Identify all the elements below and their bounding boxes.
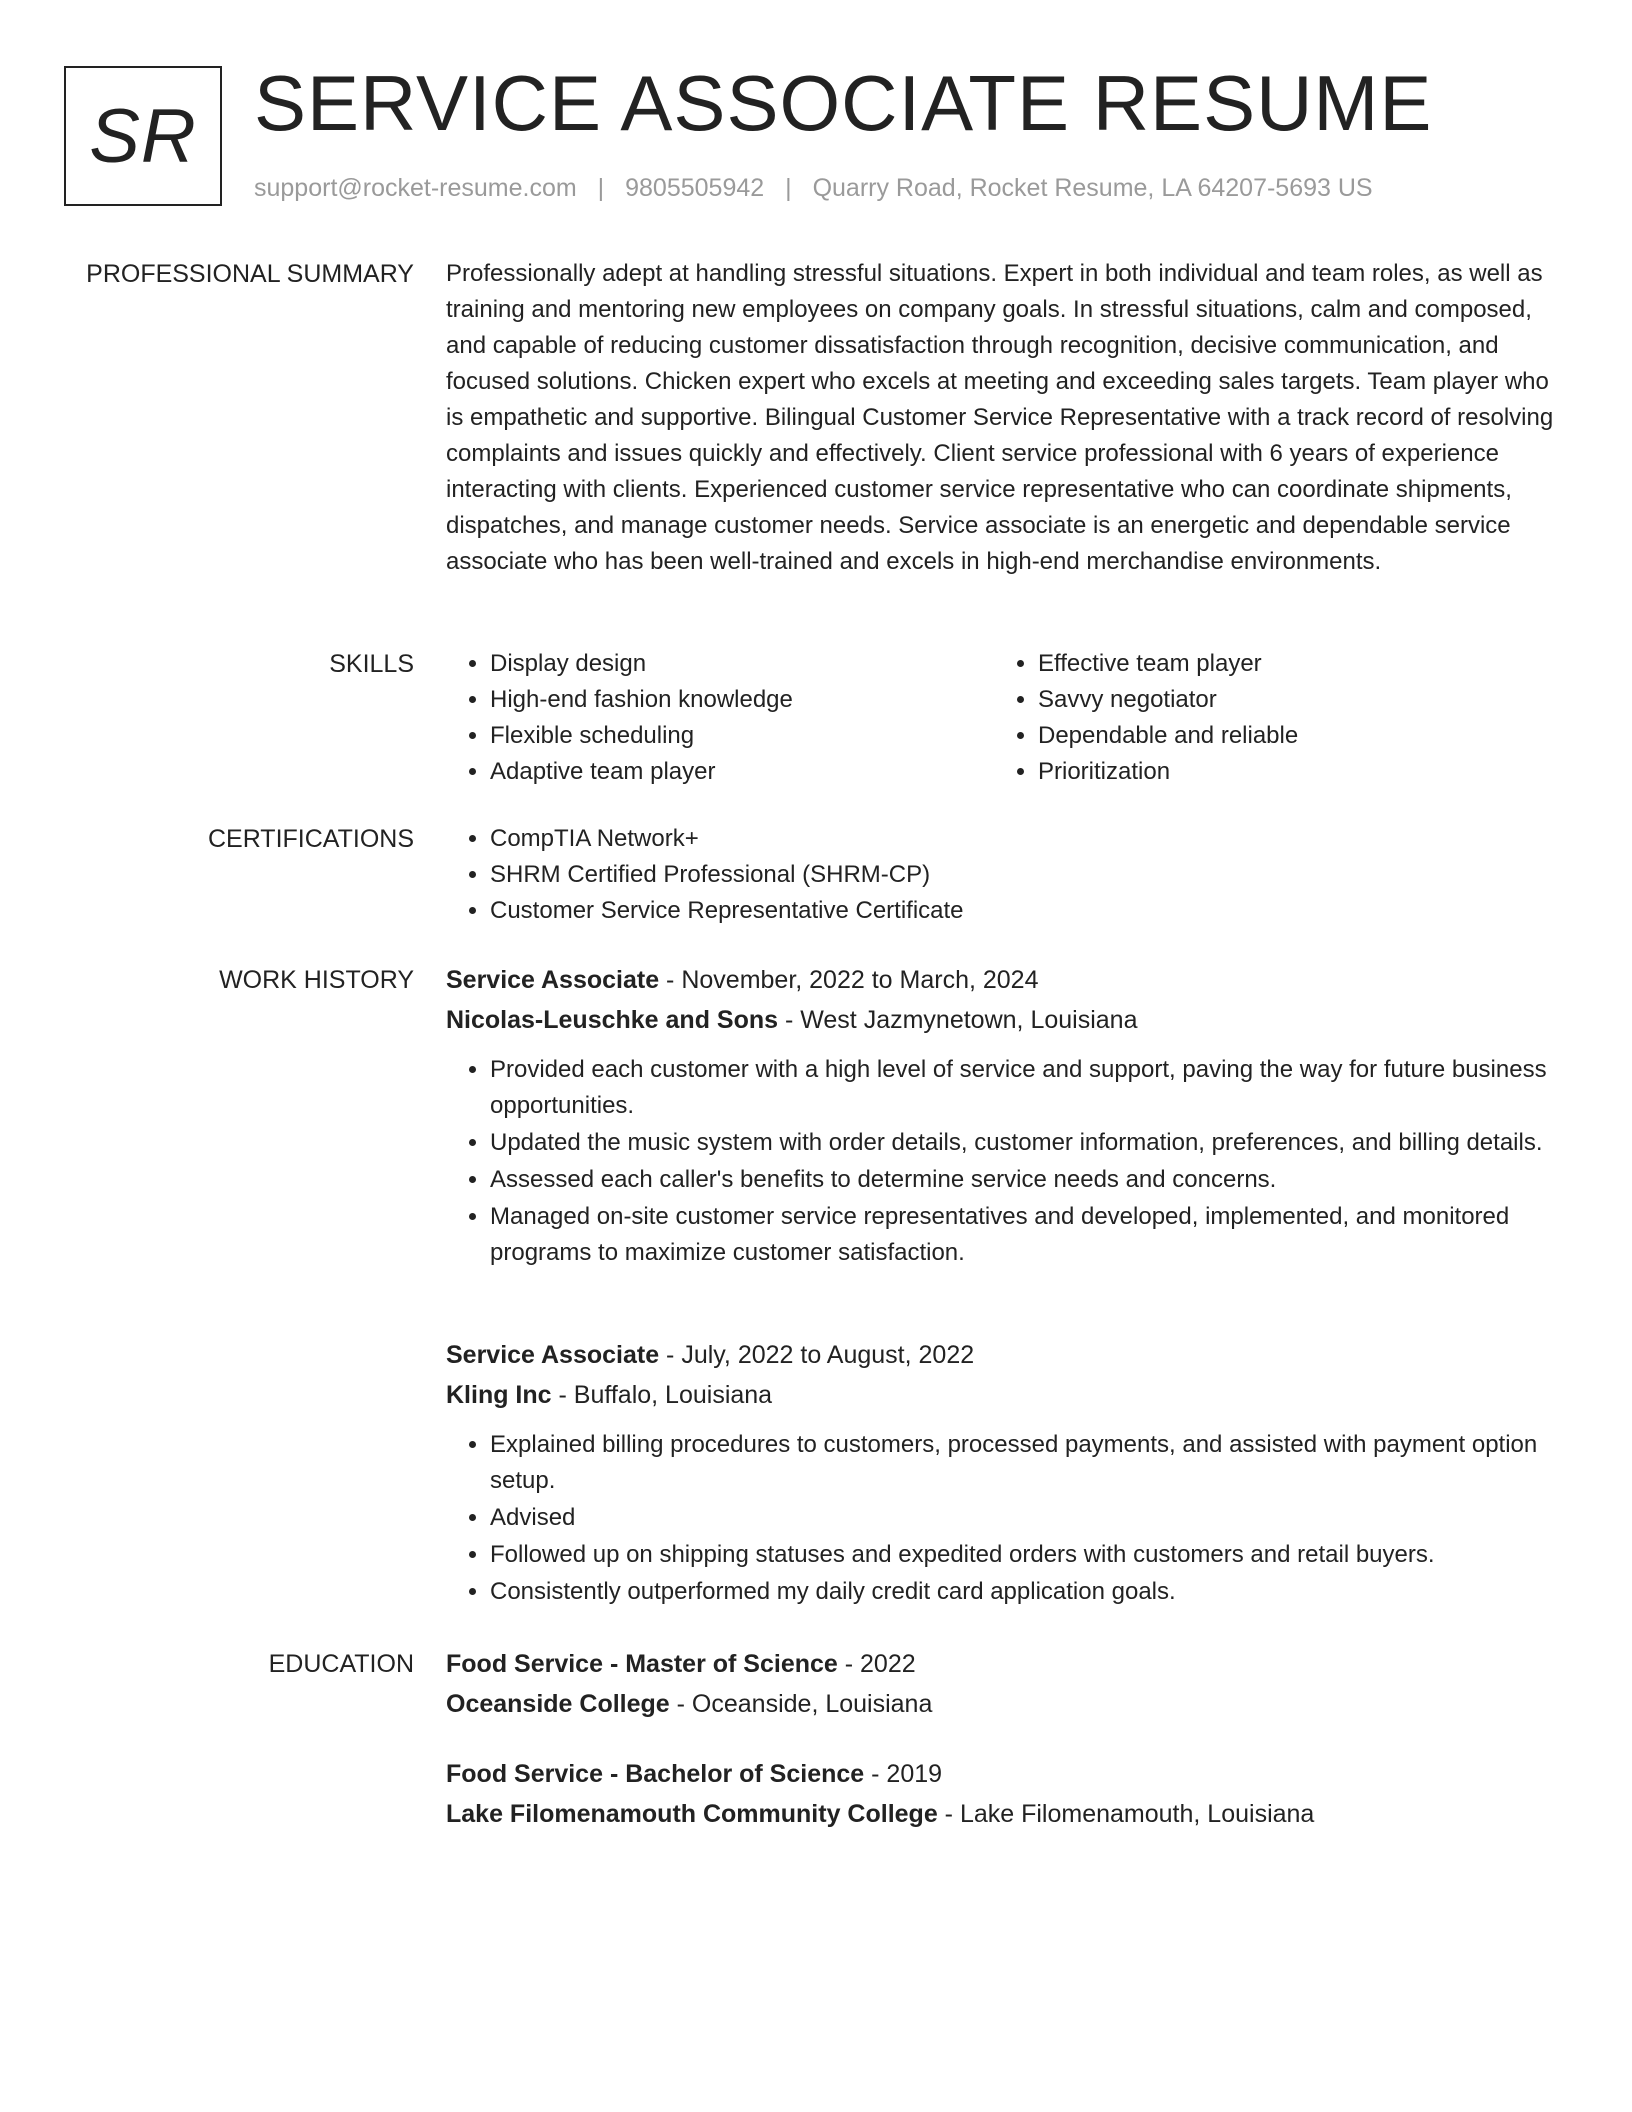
job-entry <box>446 960 1556 1272</box>
job-title-line <box>446 1335 1556 1375</box>
job-title: Service Associate <box>446 966 660 994</box>
skill-item: • Prioritization <box>1038 754 1578 790</box>
monogram-logo: SR <box>64 66 222 206</box>
skill-item: • Flexible scheduling <box>490 718 1030 754</box>
school-location: - Lake Filomenamouth, Louisiana <box>937 1800 1315 1828</box>
job-dates: - July, 2022 to August, 2022 <box>659 1341 975 1369</box>
skills-list-left <box>446 646 1030 790</box>
skill-item: • Effective team player <box>1038 646 1578 682</box>
job-company-line <box>446 1000 1556 1040</box>
job-bullet: • Advised <box>490 1500 1556 1536</box>
summary-heading: PROFESSIONAL SUMMARY <box>86 260 414 288</box>
job-company: Nicolas-Leuschke and Sons <box>446 1006 779 1034</box>
job-bullet: • Consistently outperformed my daily credit card application goals. <box>490 1574 1556 1610</box>
skills-heading: SKILLS <box>329 650 414 678</box>
certification-item: • Customer Service Representative Certificate <box>490 893 1556 929</box>
skill-item: • Display design <box>490 646 1030 682</box>
education-entry <box>446 1644 1556 1724</box>
skill-item: • Dependable and reliable <box>1038 718 1578 754</box>
work-history-heading: WORK HISTORY <box>219 966 414 994</box>
job-location: - Buffalo, Louisiana <box>551 1381 773 1409</box>
education-entry <box>446 1754 1556 1834</box>
job-bullet: • Assessed each caller's benefits to determine service needs and concerns. <box>490 1162 1556 1198</box>
phone-link[interactable]: 9805505942 <box>625 174 765 202</box>
certifications-heading: CERTIFICATIONS <box>207 825 414 853</box>
education-heading: EDUCATION <box>268 1650 414 1678</box>
job-title: Service Associate <box>446 1341 660 1369</box>
school-line <box>446 1684 1556 1724</box>
summary-text: Professionally adept at handling stressful situations. Expert in both individual and team roles, as well as training and mentoring new employees on company goals. In stressful situations, calm and composed, and capable of reducing customer dissatisfaction through recognition, decisive communication, and focused solutions. Chicken expert who excels at meeting and exceeding sales targets. Team player who is empathetic and supportive. Bilingual Customer Service Representative with a track record of resolving complaints and issues quickly and effectively. Client service professional with 6 years of experience interacting with clients. Experienced customer service representative who can coordinate shipments, dispatches, and manage customer needs. Service associate is an energetic and dependable service associate who has been well-trained and excels in high-end merchandise environments. <box>446 260 1554 575</box>
contact-separator: | <box>597 174 605 202</box>
contact-separator: | <box>785 174 792 202</box>
certification-item: • CompTIA Network+ <box>490 821 1556 857</box>
email-link[interactable]: support@rocket-resume.com <box>254 174 577 202</box>
degree-year: - 2022 <box>837 1650 916 1678</box>
job-bullet: • Provided each customer with a high level of service and support, paving the way for future business opportunities. <box>490 1052 1556 1124</box>
job-bullet: • Updated the music system with order details, customer information, preferences, and billing details. <box>490 1125 1556 1161</box>
certification-item: • SHRM Certified Professional (SHRM-CP) <box>490 857 1556 893</box>
job-title-line <box>446 960 1556 1000</box>
job-bullet: • Managed on-site customer service representatives and developed, implemented, and monitored programs to maximize customer satisfaction. <box>490 1199 1556 1271</box>
skill-item: • High-end fashion knowledge <box>490 682 1030 718</box>
degree-year: - 2019 <box>864 1760 943 1788</box>
job-company-line <box>446 1375 1556 1415</box>
job-dates: - November, 2022 to March, 2024 <box>659 966 1039 994</box>
certifications-section <box>446 821 1556 929</box>
job-bullet: • Explained billing procedures to customers, processed payments, and assisted with payment option setup. <box>490 1427 1556 1499</box>
skills-list-right <box>994 646 1578 790</box>
job-bullets <box>446 1427 1556 1610</box>
degree: Food Service - Bachelor of Science <box>446 1760 865 1788</box>
job-location: - West Jazmynetown, Louisiana <box>778 1006 1138 1034</box>
skills-section <box>446 646 1556 796</box>
address-text: Quarry Road, Rocket Resume, LA 64207-5693 US <box>812 174 1373 202</box>
degree-line <box>446 1644 1556 1684</box>
summary-section <box>446 256 1556 580</box>
job-entry <box>446 1335 1556 1611</box>
degree-line <box>446 1754 1556 1794</box>
school: Lake Filomenamouth Community College <box>446 1800 938 1828</box>
job-bullet: • Followed up on shipping statuses and expedited orders with customers and retail buyers. <box>490 1537 1556 1573</box>
certifications-list <box>446 821 1556 929</box>
skill-item: • Savvy negotiator <box>1038 682 1578 718</box>
skill-item: • Adaptive team player <box>490 754 1030 790</box>
school-line <box>446 1794 1556 1834</box>
degree: Food Service - Master of Science <box>446 1650 838 1678</box>
page-title: SERVICE ASSOCIATE RESUME <box>254 59 1433 147</box>
school: Oceanside College <box>446 1690 670 1718</box>
job-bullets <box>446 1052 1556 1271</box>
job-company: Kling Inc <box>446 1381 552 1409</box>
contact-line <box>254 174 1373 203</box>
school-location: - Oceanside, Louisiana <box>669 1690 933 1718</box>
